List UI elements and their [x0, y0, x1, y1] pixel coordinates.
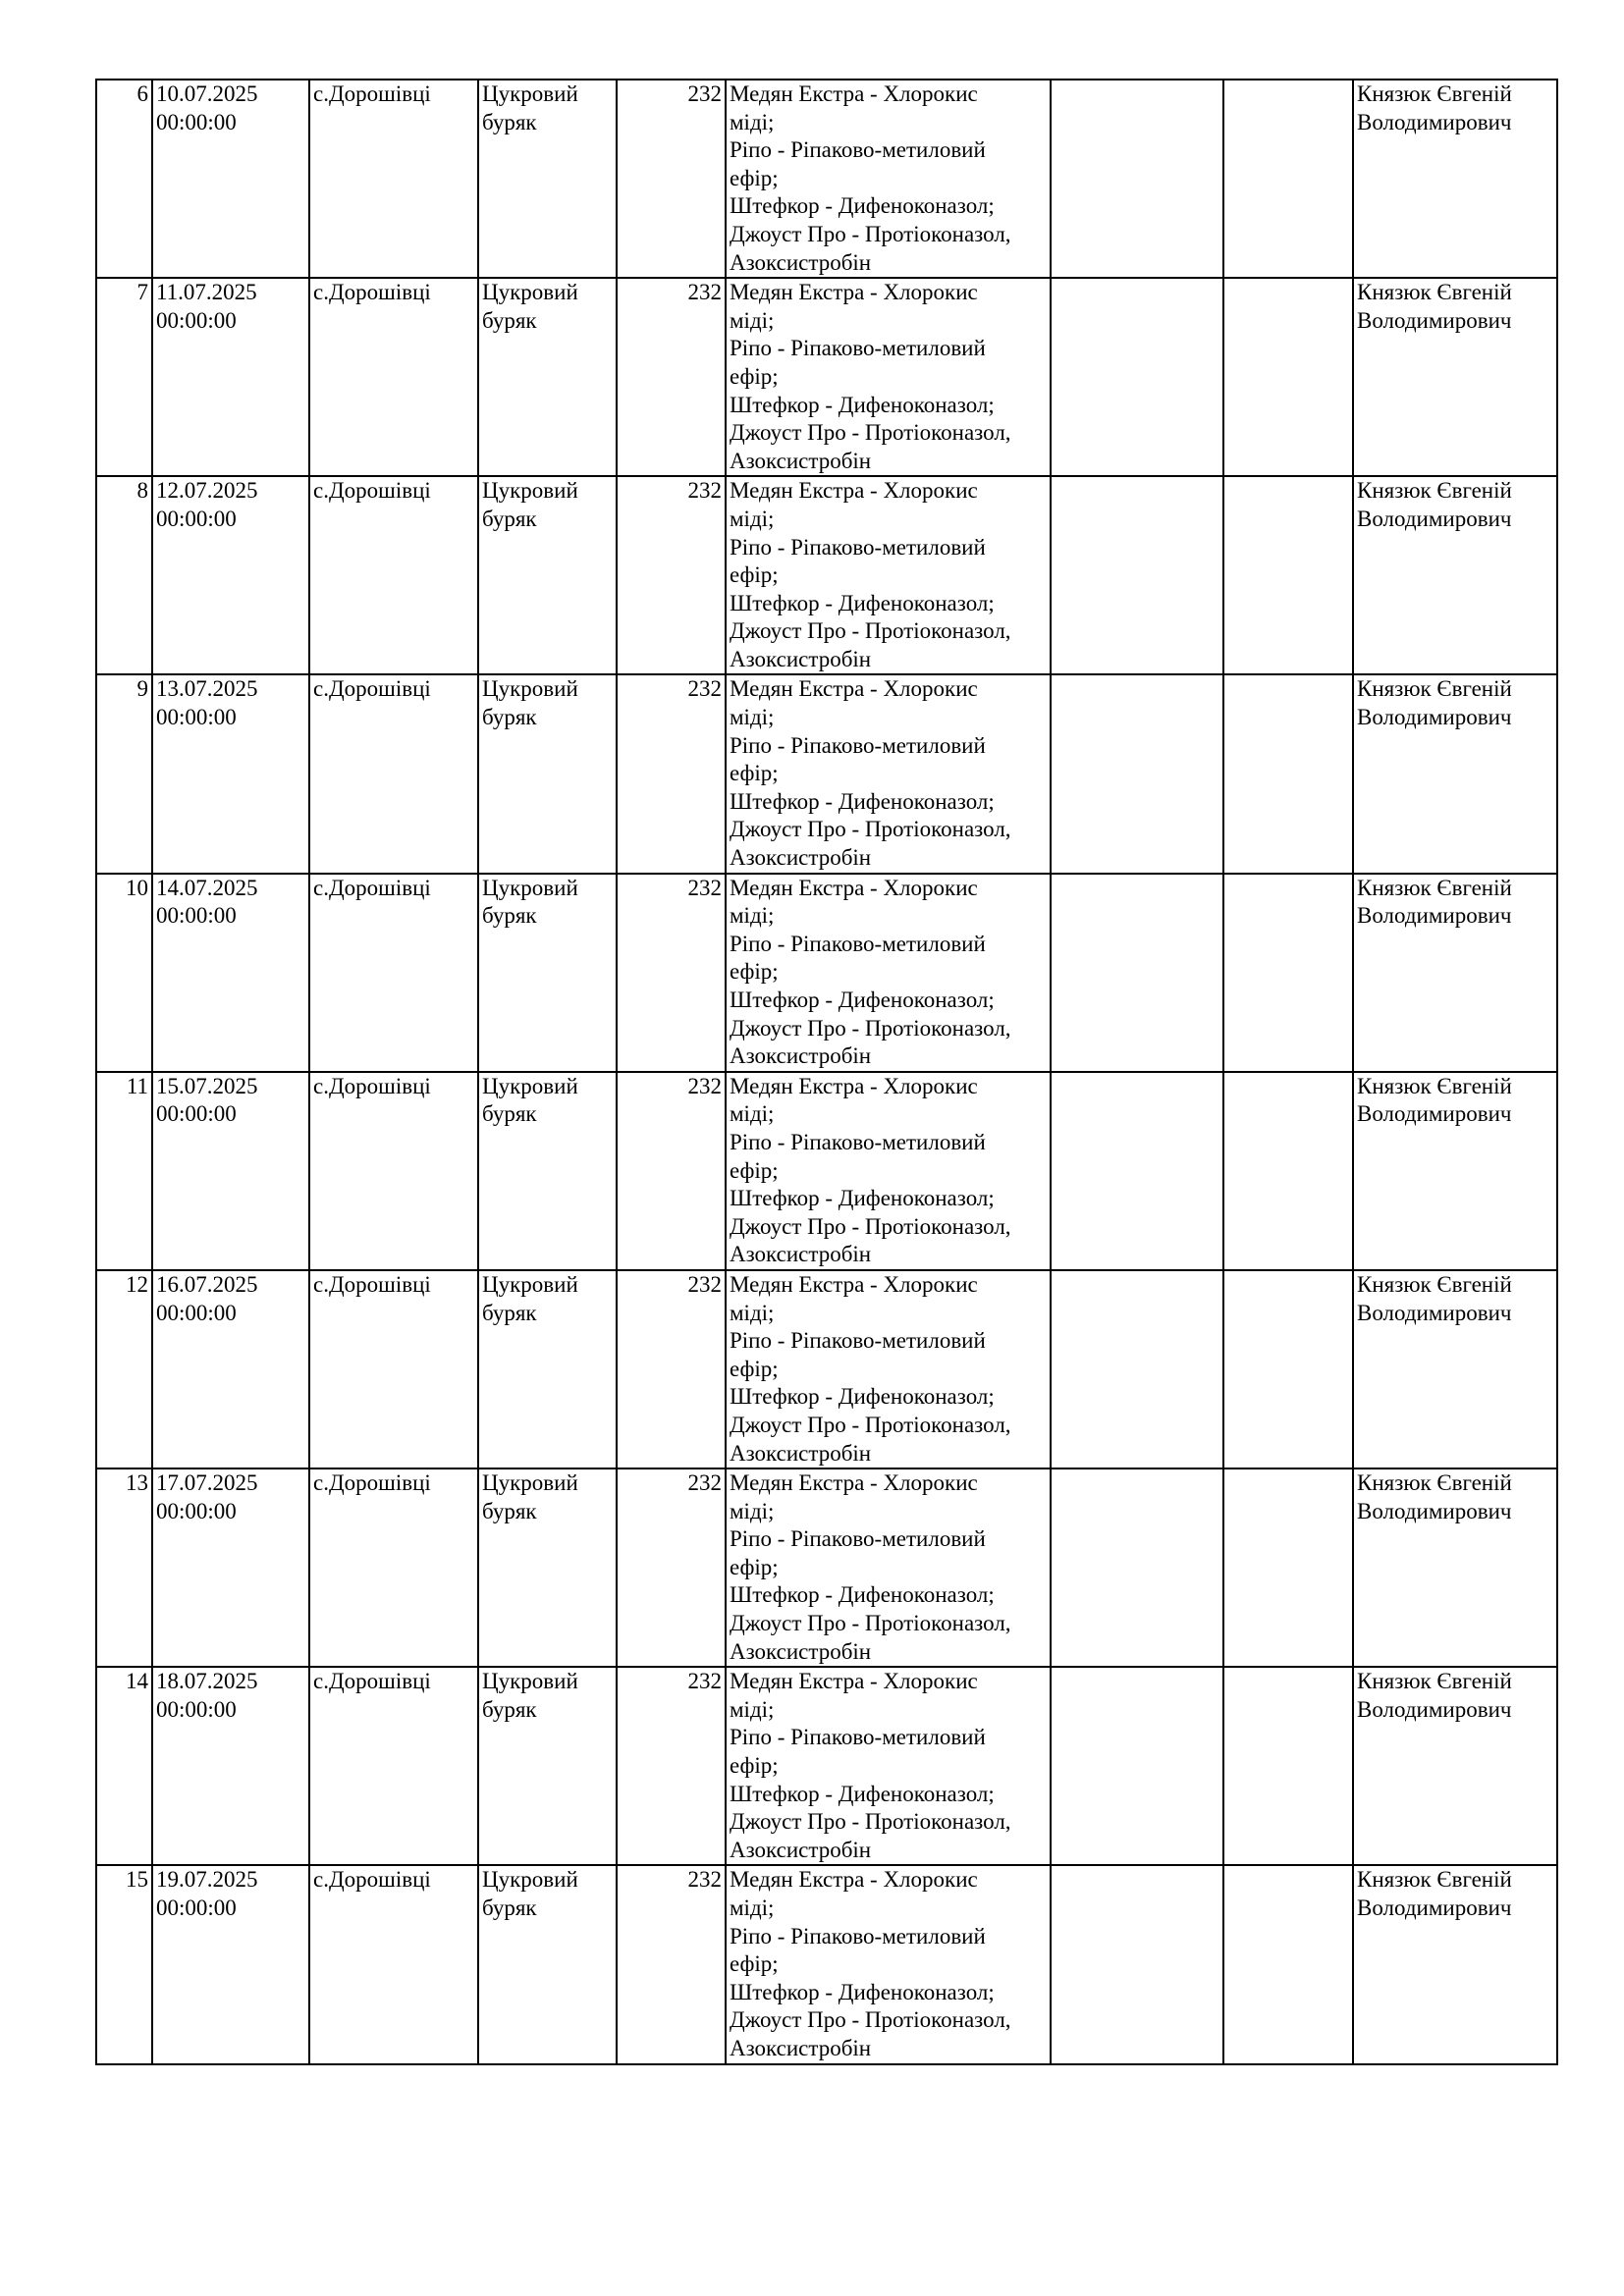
- chemical-line: Медян Екстра - Хлорокис: [730, 280, 978, 305]
- village-name: с.Дорошівці: [313, 81, 431, 106]
- table-row: [96, 1072, 1557, 1270]
- village-name: с.Дорошівці: [313, 478, 431, 504]
- crop-name-line-2: буряк: [482, 307, 537, 333]
- chemical-line: Штефкор - Дифеноконазол;: [730, 1384, 995, 1410]
- crop-cell: [478, 1865, 617, 2063]
- person-patronymic: Володимирович: [1357, 1896, 1512, 1920]
- chemical-line: Медян Екстра - Хлорокис: [730, 1669, 978, 1694]
- datetime-cell: [152, 674, 309, 873]
- application-date: 10.07.2025: [156, 81, 258, 106]
- empty-cell-8: [1223, 1468, 1353, 1667]
- chemical-line: міді;: [730, 705, 775, 730]
- row-number-cell: [96, 1072, 152, 1270]
- application-time: 00:00:00: [156, 903, 237, 929]
- village-cell: [309, 1468, 478, 1667]
- person-patronymic: Володимирович: [1357, 1101, 1512, 1127]
- village-cell: [309, 674, 478, 873]
- person-surname-name: Князюк Євгеній: [1357, 1073, 1512, 1098]
- village-cell: [309, 278, 478, 476]
- village-name: с.Дорошівці: [313, 1867, 431, 1893]
- row-number-cell: [96, 278, 152, 476]
- person-patronymic: Володимирович: [1357, 1498, 1512, 1523]
- responsible-person-cell: [1353, 476, 1557, 674]
- chemical-line: міді;: [730, 1300, 775, 1325]
- table-row: [96, 874, 1557, 1072]
- row-number: 9: [136, 676, 148, 702]
- chemical-line: Азоксистробін: [730, 845, 872, 871]
- row-number: 11: [126, 1073, 148, 1098]
- chemical-line: Штефкор - Дифеноконазол;: [730, 988, 995, 1012]
- crop-name-line-1: Цукровий: [482, 1867, 578, 1893]
- empty-cell-7: [1051, 874, 1223, 1072]
- village-name: с.Дорошівці: [313, 875, 431, 900]
- area-value: 232: [687, 1470, 722, 1496]
- responsible-person-cell: [1353, 278, 1557, 476]
- application-time: 00:00:00: [156, 1498, 237, 1523]
- responsible-person-cell: [1353, 1865, 1557, 2063]
- chemical-line: Джоуст Про - Протіоконазол,: [730, 817, 1011, 842]
- row-number: 13: [126, 1470, 148, 1496]
- crop-cell: [478, 278, 617, 476]
- area-cell: [617, 278, 726, 476]
- row-number-cell: [96, 476, 152, 674]
- row-number: 10: [126, 875, 148, 900]
- chemicals-cell: [726, 1072, 1051, 1270]
- chemical-line: Джоуст Про - Протіоконазол,: [730, 2007, 1011, 2033]
- crop-name-line-1: Цукровий: [482, 81, 578, 106]
- row-number-cell: [96, 674, 152, 873]
- datetime-cell: [152, 1270, 309, 1468]
- chemical-line: Ріпо - Ріпаково-метиловий: [730, 336, 986, 361]
- chemical-line: ефір;: [730, 1157, 779, 1183]
- chemical-line: Медян Екстра - Хлорокис: [730, 1271, 978, 1297]
- application-time: 00:00:00: [156, 307, 237, 333]
- crop-name-line-2: буряк: [482, 1896, 537, 1920]
- empty-cell-8: [1223, 1667, 1353, 1865]
- chemicals-cell: [726, 476, 1051, 674]
- table-row: [96, 1667, 1557, 1865]
- chemical-line: Медян Екстра - Хлорокис: [730, 81, 978, 106]
- empty-cell-7: [1051, 1468, 1223, 1667]
- chemical-line: міді;: [730, 109, 775, 134]
- row-number-cell: [96, 1667, 152, 1865]
- person-surname-name: Князюк Євгеній: [1357, 81, 1512, 106]
- table-row: [96, 1468, 1557, 1667]
- application-date: 18.07.2025: [156, 1669, 258, 1694]
- village-name: с.Дорошівці: [313, 1669, 431, 1694]
- row-number-cell: [96, 80, 152, 278]
- application-time: 00:00:00: [156, 1300, 237, 1325]
- crop-name-line-1: Цукровий: [482, 478, 578, 504]
- crop-cell: [478, 1072, 617, 1270]
- chemical-line: Медян Екстра - Хлорокис: [730, 478, 978, 504]
- table-row: [96, 674, 1557, 873]
- crop-cell: [478, 1270, 617, 1468]
- area-value: 232: [687, 1669, 722, 1694]
- area-cell: [617, 1667, 726, 1865]
- chemical-line: Ріпо - Ріпаково-метиловий: [730, 1923, 986, 1949]
- chemical-line: Азоксистробін: [730, 1638, 872, 1664]
- datetime-cell: [152, 476, 309, 674]
- empty-cell-7: [1051, 278, 1223, 476]
- chemical-line: Азоксистробін: [730, 1043, 872, 1069]
- crop-cell: [478, 1667, 617, 1865]
- chemical-line: Ріпо - Ріпаково-метиловий: [730, 137, 986, 163]
- row-number: 12: [126, 1271, 148, 1297]
- person-surname-name: Князюк Євгеній: [1357, 1271, 1512, 1297]
- crop-name-line-2: буряк: [482, 1498, 537, 1523]
- area-value: 232: [687, 676, 722, 702]
- application-time: 00:00:00: [156, 109, 237, 134]
- empty-cell-7: [1051, 1667, 1223, 1865]
- chemical-line: ефір;: [730, 1753, 779, 1779]
- application-date: 16.07.2025: [156, 1271, 258, 1297]
- chemical-line: Ріпо - Ріпаково-метиловий: [730, 732, 986, 758]
- area-cell: [617, 674, 726, 873]
- crop-name-line-2: буряк: [482, 903, 537, 929]
- row-number: 7: [136, 280, 148, 305]
- village-cell: [309, 1072, 478, 1270]
- chemical-line: Штефкор - Дифеноконазол;: [730, 788, 995, 814]
- chemical-line: Ріпо - Ріпаково-метиловий: [730, 931, 986, 956]
- person-surname-name: Князюк Євгеній: [1357, 280, 1512, 305]
- application-date: 12.07.2025: [156, 478, 258, 504]
- crop-name-line-1: Цукровий: [482, 676, 578, 702]
- chemical-line: Джоуст Про - Протіоконазол,: [730, 420, 1011, 446]
- chemical-line: міді;: [730, 1498, 775, 1523]
- person-patronymic: Володимирович: [1357, 307, 1512, 333]
- chemical-line: ефір;: [730, 165, 779, 190]
- responsible-person-cell: [1353, 674, 1557, 873]
- chemicals-cell: [726, 1865, 1051, 2063]
- village-cell: [309, 1270, 478, 1468]
- crop-name-line-2: буряк: [482, 506, 537, 531]
- chemical-line: ефір;: [730, 363, 779, 389]
- person-surname-name: Князюк Євгеній: [1357, 676, 1512, 702]
- chemical-line: Штефкор - Дифеноконазол;: [730, 1979, 995, 2004]
- responsible-person-cell: [1353, 1667, 1557, 1865]
- chemical-line: Медян Екстра - Хлорокис: [730, 1867, 978, 1893]
- chemical-line: Ріпо - Ріпаково-метиловий: [730, 1526, 986, 1552]
- area-value: 232: [687, 1073, 722, 1098]
- chemical-line: міді;: [730, 1696, 775, 1722]
- chemical-line: Ріпо - Ріпаково-метиловий: [730, 1725, 986, 1750]
- chemical-line: Джоуст Про - Протіоконазол,: [730, 1015, 1011, 1041]
- area-cell: [617, 1072, 726, 1270]
- chemical-line: Ріпо - Ріпаково-метиловий: [730, 1129, 986, 1154]
- chemicals-cell: [726, 278, 1051, 476]
- area-value: 232: [687, 280, 722, 305]
- empty-cell-7: [1051, 476, 1223, 674]
- area-value: 232: [687, 1271, 722, 1297]
- row-number: 8: [136, 478, 148, 504]
- row-number: 15: [126, 1867, 148, 1893]
- chemical-line: Азоксистробін: [730, 448, 872, 473]
- chemical-line: ефір;: [730, 1356, 779, 1381]
- table-body: [96, 80, 1557, 2064]
- crop-name-line-1: Цукровий: [482, 1271, 578, 1297]
- chemical-line: міді;: [730, 307, 775, 333]
- crop-name-line-1: Цукровий: [482, 280, 578, 305]
- chemicals-cell: [726, 674, 1051, 873]
- area-value: 232: [687, 1867, 722, 1893]
- village-name: с.Дорошівці: [313, 1073, 431, 1098]
- application-time: 00:00:00: [156, 1101, 237, 1127]
- village-name: с.Дорошівці: [313, 1470, 431, 1496]
- village-cell: [309, 1667, 478, 1865]
- area-cell: [617, 476, 726, 674]
- chemicals-cell: [726, 1667, 1051, 1865]
- datetime-cell: [152, 80, 309, 278]
- chemical-line: Азоксистробін: [730, 646, 872, 671]
- datetime-cell: [152, 1865, 309, 2063]
- crop-name-line-1: Цукровий: [482, 1669, 578, 1694]
- crop-cell: [478, 1468, 617, 1667]
- row-number-cell: [96, 1865, 152, 2063]
- area-value: 232: [687, 875, 722, 900]
- empty-cell-7: [1051, 1270, 1223, 1468]
- chemical-line: Джоуст Про - Протіоконазол,: [730, 618, 1011, 644]
- area-cell: [617, 1468, 726, 1667]
- row-number: 14: [126, 1669, 148, 1694]
- person-patronymic: Володимирович: [1357, 1300, 1512, 1325]
- datetime-cell: [152, 1468, 309, 1667]
- person-surname-name: Князюк Євгеній: [1357, 1669, 1512, 1694]
- table-row: [96, 476, 1557, 674]
- chemical-line: міді;: [730, 1896, 775, 1920]
- chemical-line: міді;: [730, 506, 775, 531]
- row-number: 6: [136, 81, 148, 106]
- person-patronymic: Володимирович: [1357, 903, 1512, 929]
- application-time: 00:00:00: [156, 506, 237, 531]
- chemical-line: Штефкор - Дифеноконазол;: [730, 1186, 995, 1211]
- chemical-line: Азоксистробін: [730, 249, 872, 275]
- table-row: [96, 1865, 1557, 2063]
- village-name: с.Дорошівці: [313, 676, 431, 702]
- village-name: с.Дорошівці: [313, 280, 431, 305]
- empty-cell-7: [1051, 674, 1223, 873]
- chemical-line: Джоуст Про - Протіоконазол,: [730, 1412, 1011, 1437]
- application-date: 11.07.2025: [156, 280, 257, 305]
- chemical-line: ефір;: [730, 1554, 779, 1579]
- crop-name-line-2: буряк: [482, 1300, 537, 1325]
- person-patronymic: Володимирович: [1357, 109, 1512, 134]
- chemical-line: ефір;: [730, 761, 779, 786]
- empty-cell-8: [1223, 874, 1353, 1072]
- empty-cell-8: [1223, 1865, 1353, 2063]
- empty-cell-8: [1223, 1072, 1353, 1270]
- crop-name-line-2: буряк: [482, 109, 537, 134]
- chemical-line: Штефкор - Дифеноконазол;: [730, 193, 995, 219]
- person-patronymic: Володимирович: [1357, 705, 1512, 730]
- person-patronymic: Володимирович: [1357, 1696, 1512, 1722]
- responsible-person-cell: [1353, 1072, 1557, 1270]
- chemicals-cell: [726, 1468, 1051, 1667]
- application-time: 00:00:00: [156, 1696, 237, 1722]
- chemical-line: Штефкор - Дифеноконазол;: [730, 1781, 995, 1806]
- area-cell: [617, 80, 726, 278]
- empty-cell-8: [1223, 80, 1353, 278]
- person-patronymic: Володимирович: [1357, 506, 1512, 531]
- chemical-line: Азоксистробін: [730, 1242, 872, 1267]
- application-date: 17.07.2025: [156, 1470, 258, 1496]
- empty-cell-8: [1223, 278, 1353, 476]
- chemical-line: Медян Екстра - Хлорокис: [730, 676, 978, 702]
- application-time: 00:00:00: [156, 705, 237, 730]
- chemical-line: Ріпо - Ріпаково-метиловий: [730, 1328, 986, 1354]
- table-row: [96, 278, 1557, 476]
- area-cell: [617, 1270, 726, 1468]
- responsible-person-cell: [1353, 874, 1557, 1072]
- person-surname-name: Князюк Євгеній: [1357, 478, 1512, 504]
- crop-name-line-2: буряк: [482, 1101, 537, 1127]
- empty-cell-8: [1223, 1270, 1353, 1468]
- area-value: 232: [687, 478, 722, 504]
- person-surname-name: Князюк Євгеній: [1357, 875, 1512, 900]
- chemical-line: Штефкор - Дифеноконазол;: [730, 590, 995, 615]
- village-cell: [309, 80, 478, 278]
- crop-cell: [478, 80, 617, 278]
- crop-cell: [478, 874, 617, 1072]
- village-cell: [309, 874, 478, 1072]
- application-date: 19.07.2025: [156, 1867, 258, 1893]
- chemicals-cell: [726, 874, 1051, 1072]
- chemical-line: Джоуст Про - Протіоконазол,: [730, 1809, 1011, 1835]
- application-date: 15.07.2025: [156, 1073, 258, 1098]
- chemical-line: Азоксистробін: [730, 2035, 872, 2060]
- row-number-cell: [96, 1270, 152, 1468]
- empty-cell-7: [1051, 1072, 1223, 1270]
- person-surname-name: Князюк Євгеній: [1357, 1867, 1512, 1893]
- crop-name-line-1: Цукровий: [482, 1073, 578, 1098]
- datetime-cell: [152, 1667, 309, 1865]
- application-date: 13.07.2025: [156, 676, 258, 702]
- crop-name-line-1: Цукровий: [482, 1470, 578, 1496]
- responsible-person-cell: [1353, 1468, 1557, 1667]
- row-number-cell: [96, 874, 152, 1072]
- table-row: [96, 1270, 1557, 1468]
- chemical-line: Джоуст Про - Протіоконазол,: [730, 221, 1011, 246]
- chemical-line: міді;: [730, 903, 775, 929]
- chemical-line: ефір;: [730, 959, 779, 985]
- crop-name-line-1: Цукровий: [482, 875, 578, 900]
- person-surname-name: Князюк Євгеній: [1357, 1470, 1512, 1496]
- responsible-person-cell: [1353, 80, 1557, 278]
- crop-name-line-2: буряк: [482, 705, 537, 730]
- chemical-line: ефір;: [730, 1951, 779, 1977]
- area-cell: [617, 874, 726, 1072]
- chemical-line: Джоуст Про - Протіоконазол,: [730, 1213, 1011, 1239]
- chemical-line: Азоксистробін: [730, 1440, 872, 1466]
- chemical-line: міді;: [730, 1101, 775, 1127]
- chemicals-cell: [726, 80, 1051, 278]
- empty-cell-7: [1051, 80, 1223, 278]
- datetime-cell: [152, 1072, 309, 1270]
- village-cell: [309, 1865, 478, 2063]
- row-number-cell: [96, 1468, 152, 1667]
- chemicals-cell: [726, 1270, 1051, 1468]
- chemical-line: Медян Екстра - Хлорокис: [730, 1073, 978, 1098]
- datetime-cell: [152, 278, 309, 476]
- crop-cell: [478, 476, 617, 674]
- responsible-person-cell: [1353, 1270, 1557, 1468]
- chemical-line: Штефкор - Дифеноконазол;: [730, 1582, 995, 1608]
- crop-name-line-2: буряк: [482, 1696, 537, 1722]
- chemical-line: Азоксистробін: [730, 1837, 872, 1862]
- chemical-line: Медян Екстра - Хлорокис: [730, 1470, 978, 1496]
- area-cell: [617, 1865, 726, 2063]
- table-row: [96, 80, 1557, 278]
- chemical-line: Штефкор - Дифеноконазол;: [730, 392, 995, 417]
- chemical-line: Ріпо - Ріпаково-метиловий: [730, 534, 986, 560]
- empty-cell-8: [1223, 476, 1353, 674]
- chemical-line: Джоуст Про - Протіоконазол,: [730, 1611, 1011, 1636]
- chemical-line: Медян Екстра - Хлорокис: [730, 875, 978, 900]
- datetime-cell: [152, 874, 309, 1072]
- chemical-line: ефір;: [730, 562, 779, 588]
- village-cell: [309, 476, 478, 674]
- empty-cell-7: [1051, 1865, 1223, 2063]
- area-value: 232: [687, 81, 722, 106]
- village-name: с.Дорошівці: [313, 1271, 431, 1297]
- crop-cell: [478, 674, 617, 873]
- application-time: 00:00:00: [156, 1896, 237, 1920]
- pesticide-application-table: [95, 79, 1558, 2065]
- application-date: 14.07.2025: [156, 875, 258, 900]
- empty-cell-8: [1223, 674, 1353, 873]
